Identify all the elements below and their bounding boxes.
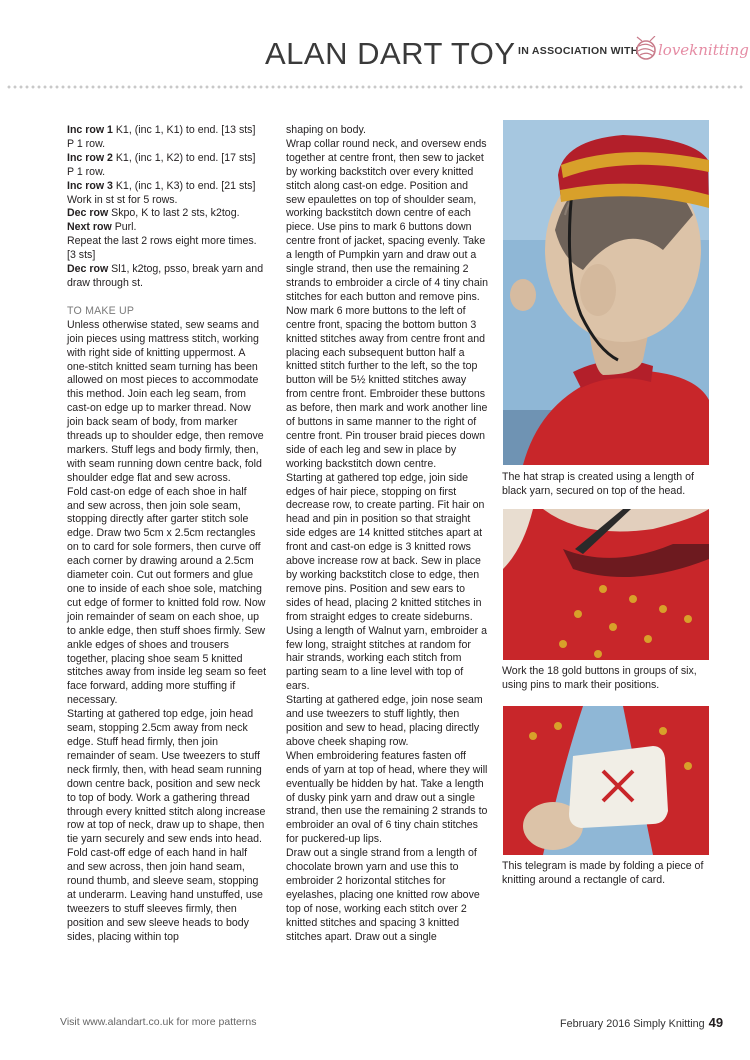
photo-caption: This telegram is made by folding a piece of knitting around a rectangle of card. [502,860,704,886]
footer-website: Visit www.alandart.co.uk for more patterns [60,1016,257,1028]
brand-logo: loveknitting [658,41,749,59]
paragraph: Fold cast-on edge of each shoe in half and sew across, then join sole seam, stopping directly after garter stitch sole edge. Draw two 5cm x 2.5cm rectangles on to card for sole formers, then curve off each corner by drawing around a 2.5cm diameter coin. Cut out formers and glue one to inside of each shoe sole, matching cut edge of former to knitted fold row. Now join remainder of seam on each shoe, up to ankle edge, then stuff shoes firmly. Sew ankle edges of shoes and trousers together, placing shoe seam 5 knitted stitches away from inside leg seam so feet face forward, adding more stuffing if necessary. [67,485,267,707]
paragraph: Starting at gathered top edge, join head seam, stopping 2.5cm away from neck edge. Stuff head firmly, then join remainder of seam. Use tweezers to stuff neck firmly, then, with head seam running down centre back, position and sew neck to top of body. Work a gathering thread through every knitted stitch along increase row at top of neck, draw up to shape, then tie yarn securely and sew ends into head. [67,708,266,846]
photo-telegram [503,706,709,855]
text-column-2 [286,124,488,944]
photo-head-with-hat [503,120,709,465]
pattern-line: Work in st st for 5 rows. [67,193,178,206]
pattern-line: Dec row Skpo, K to last 2 sts, k2tog. [67,207,240,220]
photo-caption: Work the 18 gold buttons in groups of six, using pins to mark their positions. [502,665,697,691]
paragraph: Unless otherwise stated, sew seams and join pieces using mattress stitch, working with right side of knitting uppermost. A one-stitch knitted seam turning has been allowed on most pieces to accommodate this method. Join each leg seam, from cast-on edge up to marker thread. Now join back seam of body, from marker threads up to shoulder edge, then remove markers. Stuff legs and body firmly, then, with seam running down centre back, fold shoulder edge flat and sew across. [67,318,264,484]
paragraph: Draw out a single strand from a length of chocolate brown yarn and use this to embroider 2 horizontal stitches for eyelashes, placing one knitted row above top of nose, working each stitch over 2 knitted stitches and spacing 3 knitted stitches apart. Draw out a single [286,847,480,943]
paragraph: When embroidering features fasten off ends of yarn at top of head, where they will eventually be hidden by hat. Take a length of dusky pink yarn and draw out a single strand, then use the remaining 2 strands to embroider an oval of 6 tiny chain stitches for puckered-up lips. [286,749,488,846]
header-divider [6,85,744,89]
paragraph: Starting at gathered edge, join nose seam and use tweezers to stuff lightly, then position and sew to head, placing directly above cheek shaping row. [286,694,483,748]
pattern-line: Next row Purl. [67,221,137,234]
paragraph: Starting at gathered top edge, join side edges of hair piece, stopping on first decrease row, to create parting. Fit hair on head and pin in position so that straight side edges are 14 knitted stitches apart at front and cast-on edge is 3 knitted rows above increase row at back. Sew in place by working backstitch close to edge, then remove pins. Position and sew ears to sides of head, placing 2 knitted stitches in from straight edges to create sideburns. Using a length of Walnut yarn, embroider a few long, straight stitches at random for hair strands, working each stitch from parting seam to a line level with top of ears. [286,471,487,693]
pattern-line: P 1 row. [67,137,106,150]
pattern-line: P 1 row. [67,165,106,178]
pattern-line: Dec row Sl1, k2tog, psso, break yarn and draw through st. [67,263,264,289]
text-column-1 [67,124,267,945]
footer-issue: February 2016 Simply Knitting 49 [560,1015,724,1030]
section-heading: TO MAKE UP [67,304,135,317]
pattern-line: Inc row 1 K1, (inc 1, K1) to end. [13 sts] [67,124,256,136]
pattern-line: Repeat the last 2 rows eight more times. [3 sts] [67,235,257,262]
paragraph: Fold cast-off edge of each hand in half and sew across, then join hand seam, round thumb, and sleeve seam, stopping at underarm. Leaving hand unstuffed, use tweezers to stuff sleeves firmly, then position and sew sleeve heads to body sides, placing within top [67,847,263,943]
pattern-line: Inc row 3 K1, (inc 1, K3) to end. [21 sts] [67,179,256,192]
association-label: IN ASSOCIATION WITH [518,45,639,57]
page-number: 49 [708,1015,724,1030]
pattern-line: Inc row 2 K1, (inc 1, K2) to end. [17 sts] [67,151,256,164]
page-title: ALAN DART TOY [265,36,516,71]
paragraph: Wrap collar round neck, and oversew ends together at centre front, then sew to jacket by working backstitch over every knitted stitch along cast-on edge. Position and sew epaulettes on top of shoulder seam, working backstitch down centre of each piece. Use pins to mark 6 buttons down centre front of jacket, spacing evenly. Take a length of Pumpkin yarn and draw out a single strand, then use the remaining 2 strands to embroider a circle of 4 tiny chain stitches for each button and remove pins. Now mark 6 more buttons to the left of centre front, spacing the bottom button 3 knitted stitches away from centre front and placing each subsequent button half a knitted stitch further to the left, so the top button will be 5½ knitted stitches away from centre front. Embroider these buttons as before, then mark and work another line of buttons in same manner to the right of centre front. Pin trouser braid pieces down side of each leg and sew in place by working backstitch down centre. [286,137,488,470]
photo-caption: The hat strap is created using a length of black yarn, secured on top of the head. [502,471,694,497]
paragraph: shaping on body. [286,124,366,136]
photo-jacket-buttons [503,509,709,660]
